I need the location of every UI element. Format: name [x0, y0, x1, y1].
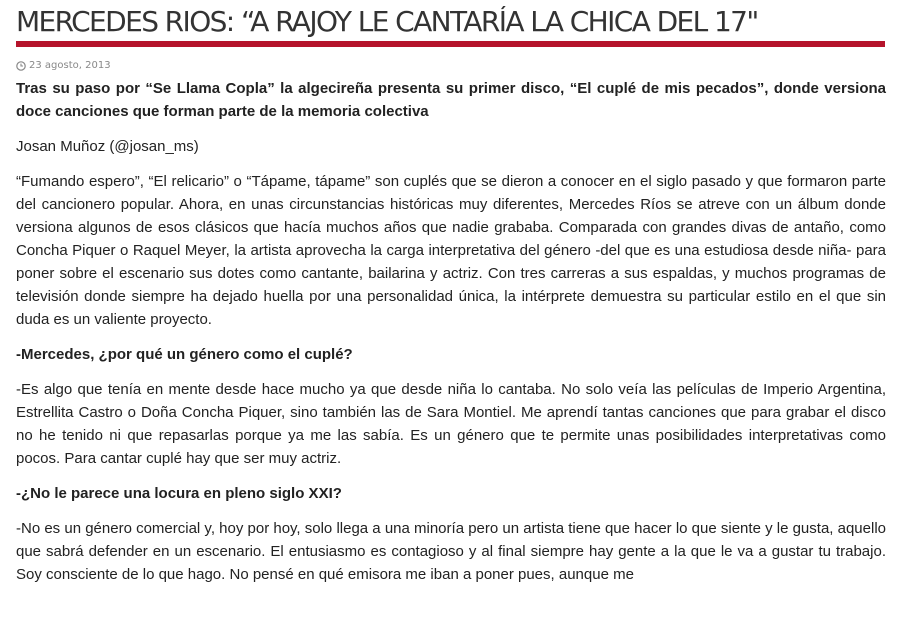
title-underline — [16, 41, 885, 47]
article-title: MERCEDES RIOS: “A RAJOY LE CANTARÍA LA CHICA DEL 17" — [16, 6, 758, 38]
article-author: Josan Muñoz (@josan_ms) — [16, 138, 199, 155]
interview-question: -Mercedes, ¿por qué un género como el cuplé? — [16, 346, 353, 363]
clock-icon — [16, 61, 26, 71]
interview-answer: -Es algo que tenía en mente desde hace mucho ya que desde niña lo cantaba. No solo veía las películas de Imperio Argentina, Estrellita Castro o Doña Concha Piquer, sino también las de Sara Montiel. Me aprendí tantas canciones que para grabar el disco no he tenido ni que repasarlas porque ya me las sabía. Es un género que te permite unas posibilidades interpretativas como pocos. Para cantar cuplé hay que ser muy actriz. — [16, 381, 886, 467]
article — [16, 0, 886, 586]
post-meta — [16, 59, 886, 73]
article-intro: “Fumando espero”, “El relicario” o “Tápame, tápame” son cuplés que se dieron a conocer en el siglo pasado y que formaron parte del cancionero popular. Ahora, en unas circunstancias históricas muy diferentes, Mercedes Ríos se atreve con un álbum donde versiona algunos de esos clásicos que hacía muchos años que nadie grababa. Comparada con grandes divas de antaño, como Concha Piquer o Raquel Meyer, la artista aprovecha la carga interpretativa del género -del que es una estudiosa desde niña- para poner sobre el escenario sus dotes como cantante, bailarina y actriz. Con tres carreras a sus espaldas, y muchos programas de televisión donde siempre ha dejado huella por una personalidad única, la intérprete demuestra su particular estilo en el que sin duda es un valiente proyecto. — [16, 173, 886, 328]
interview-question: -¿No le parece una locura en pleno siglo XXI? — [16, 485, 342, 502]
article-lead: Tras su paso por “Se Llama Copla” la algecireña presenta su primer disco, “El cuplé de mis pecados”, donde versiona doce canciones que forman parte de la memoria colectiva — [16, 80, 886, 120]
post-date: 23 agosto, 2013 — [29, 60, 111, 71]
interview-answer: -No es un género comercial y, hoy por hoy, solo llega a una minoría pero un artista tiene que hacer lo que siente y le gusta, aquello que sabrá defender en un escenario. El entusiasmo es contagioso y al final siempre hay gente a la que le va a gustar tu trabajo. Soy consciente de lo que hago. No pensé en qué emisora me iban a poner pues, aunque me — [16, 520, 886, 583]
